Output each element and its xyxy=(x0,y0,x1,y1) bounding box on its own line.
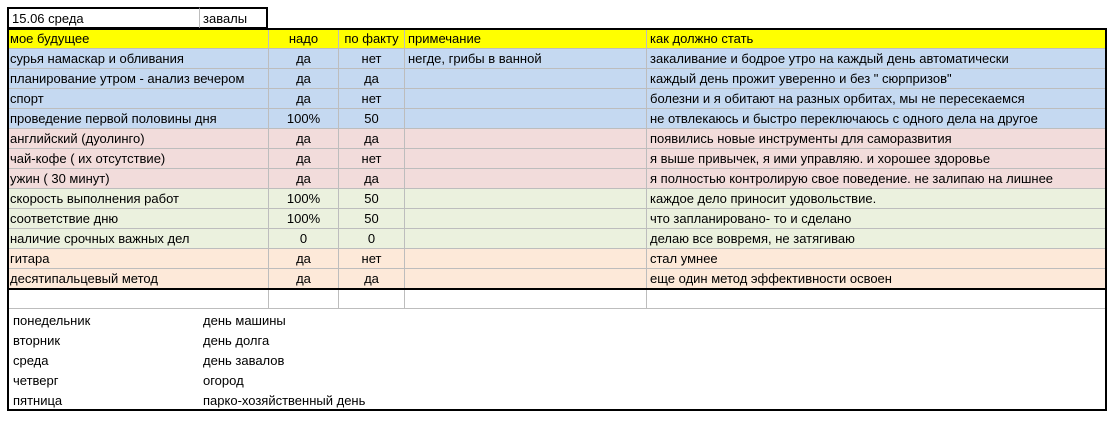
schedule-task-4[interactable] xyxy=(200,371,400,391)
empty-cell[interactable] xyxy=(339,289,405,309)
schedule-day-2-text: вторник xyxy=(13,333,61,348)
row-10-should-text: делаю все вовремя, не затягиваю xyxy=(650,231,855,246)
row-6-fact-text: нет xyxy=(361,151,382,166)
header-note-text: примечание xyxy=(408,31,481,46)
row-8-goal-text: скорость выполнения работ xyxy=(10,191,179,206)
row-2-should[interactable] xyxy=(647,69,1107,89)
schedule-task-5-text: парко-хозяйственный день xyxy=(203,393,366,408)
row-3-goal-text: спорт xyxy=(10,91,44,106)
row-4-fact-text: 50 xyxy=(364,111,379,126)
row-9-should-text: что запланировано- то и сделано xyxy=(650,211,852,226)
row-12-fact-text: да xyxy=(364,271,379,286)
schedule-task-1[interactable] xyxy=(200,311,400,331)
row-10-goal-text: наличие срочных важных дел xyxy=(10,231,190,246)
schedule-task-5[interactable] xyxy=(200,391,400,411)
row-4-goal[interactable] xyxy=(7,109,269,129)
header-need[interactable] xyxy=(269,29,339,49)
row-2-need-text: да xyxy=(296,71,311,86)
header-should[interactable] xyxy=(647,29,1107,49)
row-5-should[interactable] xyxy=(647,129,1107,149)
row-9-need[interactable] xyxy=(269,209,339,229)
schedule-task-2-text: день долга xyxy=(203,333,270,348)
row-7-need[interactable] xyxy=(269,169,339,189)
row-8-should-text: каждое дело приносит удовольствие. xyxy=(650,191,877,206)
row-12-fact[interactable] xyxy=(339,269,405,289)
header-goal[interactable] xyxy=(7,29,269,49)
row-4-goal-text: проведение первой половины дня xyxy=(10,111,217,126)
schedule-day-3[interactable] xyxy=(7,351,200,371)
row-6-fact[interactable] xyxy=(339,149,405,169)
empty-cell[interactable] xyxy=(7,289,269,309)
row-9-goal-text: соответствие дню xyxy=(10,211,119,226)
row-11-should[interactable] xyxy=(647,249,1107,269)
row-4-should-text: не отвлекаюсь и быстро переключаюсь с одного дела на другое xyxy=(650,111,1038,126)
row-10-need[interactable] xyxy=(269,229,339,249)
row-9-should[interactable] xyxy=(647,209,1107,229)
row-3-should[interactable] xyxy=(647,89,1107,109)
row-2-fact-text: да xyxy=(364,71,379,86)
row-11-fact[interactable] xyxy=(339,249,405,269)
row-1-fact[interactable] xyxy=(339,49,405,69)
row-6-note[interactable] xyxy=(405,149,647,169)
header-fact[interactable] xyxy=(339,29,405,49)
row-5-fact[interactable] xyxy=(339,129,405,149)
row-10-should[interactable] xyxy=(647,229,1107,249)
row-5-need-text: да xyxy=(296,131,311,146)
empty-cell[interactable] xyxy=(405,289,647,309)
row-9-fact-text: 50 xyxy=(364,211,379,226)
row-6-should-text: я выше привычек, я ими управляю. и хорошее здоровье xyxy=(650,151,991,166)
row-1-fact-text: нет xyxy=(361,51,382,66)
row-1-note-text: негде, грибы в ванной xyxy=(408,51,542,66)
row-11-goal-text: гитара xyxy=(10,251,50,266)
header-need-text: надо xyxy=(288,31,319,46)
row-9-note[interactable] xyxy=(405,209,647,229)
row-4-need[interactable] xyxy=(269,109,339,129)
row-1-goal[interactable] xyxy=(7,49,269,69)
schedule-day-5[interactable] xyxy=(7,391,200,411)
row-8-fact[interactable] xyxy=(339,189,405,209)
schedule-day-1-text: понедельник xyxy=(13,313,91,328)
row-5-need[interactable] xyxy=(269,129,339,149)
row-2-goal[interactable] xyxy=(7,69,269,89)
row-10-note[interactable] xyxy=(405,229,647,249)
row-7-note[interactable] xyxy=(405,169,647,189)
row-11-goal[interactable] xyxy=(7,249,269,269)
header-should-text: как должно стать xyxy=(650,31,754,46)
schedule-task-1-text: день машины xyxy=(203,313,286,328)
row-11-need[interactable] xyxy=(269,249,339,269)
row-8-need-text: 100% xyxy=(286,191,321,206)
row-12-should-text: еще один метод эффективности освоен xyxy=(650,271,892,286)
theme-cell[interactable] xyxy=(200,7,268,29)
header-fact-text: по факту xyxy=(344,31,399,46)
row-1-goal-text: сурья намаскар и обливания xyxy=(10,51,184,66)
date-day-cell[interactable] xyxy=(7,7,200,29)
empty-cell[interactable] xyxy=(269,289,339,309)
row-6-goal[interactable] xyxy=(7,149,269,169)
schedule-day-3-text: среда xyxy=(13,353,49,368)
row-3-need[interactable] xyxy=(269,89,339,109)
row-10-goal[interactable] xyxy=(7,229,269,249)
row-11-note[interactable] xyxy=(405,249,647,269)
schedule-day-5-text: пятница xyxy=(13,393,63,408)
row-7-fact-text: да xyxy=(364,171,379,186)
schedule-task-4-text: огород xyxy=(203,373,244,388)
row-12-note[interactable] xyxy=(405,269,647,289)
row-7-goal[interactable] xyxy=(7,169,269,189)
header-note[interactable] xyxy=(405,29,647,49)
row-7-goal-text: ужин ( 30 минут) xyxy=(10,171,110,186)
row-9-need-text: 100% xyxy=(286,211,321,226)
row-6-goal-text: чай-кофе ( их отсутствие) xyxy=(10,151,166,166)
row-5-should-text: появились новые инструменты для саморазвития xyxy=(650,131,952,146)
schedule-day-4-text: четверг xyxy=(13,373,59,388)
row-3-fact-text: нет xyxy=(361,91,382,106)
schedule-day-1[interactable] xyxy=(7,311,200,331)
row-11-need-text: да xyxy=(296,251,311,266)
row-2-fact[interactable] xyxy=(339,69,405,89)
header-goal-text: мое будущее xyxy=(10,31,90,46)
row-7-should[interactable] xyxy=(647,169,1107,189)
row-8-fact-text: 50 xyxy=(364,191,379,206)
row-2-need[interactable] xyxy=(269,69,339,89)
row-8-need[interactable] xyxy=(269,189,339,209)
row-2-goal-text: планирование утром - анализ вечером xyxy=(10,71,245,86)
row-3-should-text: болезни и я обитают на разных орбитах, мы не пересекаемся xyxy=(650,91,1025,106)
row-7-fact[interactable] xyxy=(339,169,405,189)
row-12-goal[interactable] xyxy=(7,269,269,289)
row-11-fact-text: нет xyxy=(361,251,382,266)
row-5-goal[interactable] xyxy=(7,129,269,149)
row-1-need-text: да xyxy=(296,51,311,66)
row-12-need-text: да xyxy=(296,271,311,286)
row-11-should-text: стал умнее xyxy=(650,251,718,266)
row-6-need-text: да xyxy=(296,151,311,166)
schedule-task-2[interactable] xyxy=(200,331,400,351)
row-8-should[interactable] xyxy=(647,189,1107,209)
row-1-note[interactable] xyxy=(405,49,647,69)
row-1-need[interactable] xyxy=(269,49,339,69)
row-3-note[interactable] xyxy=(405,89,647,109)
row-4-note[interactable] xyxy=(405,109,647,129)
row-1-should[interactable] xyxy=(647,49,1107,69)
row-7-need-text: да xyxy=(296,171,311,186)
schedule-task-3[interactable] xyxy=(200,351,400,371)
row-6-should[interactable] xyxy=(647,149,1107,169)
schedule-day-4[interactable] xyxy=(7,371,200,391)
row-8-goal[interactable] xyxy=(7,189,269,209)
row-2-should-text: каждый день прожит уверенно и без " сюрпризов" xyxy=(650,71,952,86)
row-5-note[interactable] xyxy=(405,129,647,149)
empty-cell[interactable] xyxy=(647,289,1107,309)
row-3-need-text: да xyxy=(296,91,311,106)
row-9-goal[interactable] xyxy=(7,209,269,229)
row-12-should[interactable] xyxy=(647,269,1107,289)
row-8-note[interactable] xyxy=(405,189,647,209)
row-12-need[interactable] xyxy=(269,269,339,289)
row-3-goal[interactable] xyxy=(7,89,269,109)
row-12-goal-text: десятипальцевый метод xyxy=(10,271,158,286)
row-7-should-text: я полностью контролирую свое поведение. не залипаю на лишнее xyxy=(650,171,1054,186)
schedule-day-2[interactable] xyxy=(7,331,200,351)
row-5-fact-text: да xyxy=(364,131,379,146)
row-10-fact-text: 0 xyxy=(367,231,376,246)
schedule-task-3-text: день завалов xyxy=(203,353,285,368)
date-day: 15.06 среда xyxy=(12,11,84,26)
row-10-need-text: 0 xyxy=(299,231,308,246)
row-1-should-text: закаливание и бодрое утро на каждый день автоматически xyxy=(650,51,1009,66)
row-10-fact[interactable] xyxy=(339,229,405,249)
row-2-note[interactable] xyxy=(405,69,647,89)
row-4-fact[interactable] xyxy=(339,109,405,129)
row-5-goal-text: английский (дуолинго) xyxy=(10,131,145,146)
row-4-need-text: 100% xyxy=(286,111,321,126)
row-9-fact[interactable] xyxy=(339,209,405,229)
theme: завалы xyxy=(203,11,248,26)
row-6-need[interactable] xyxy=(269,149,339,169)
row-4-should[interactable] xyxy=(647,109,1107,129)
row-3-fact[interactable] xyxy=(339,89,405,109)
